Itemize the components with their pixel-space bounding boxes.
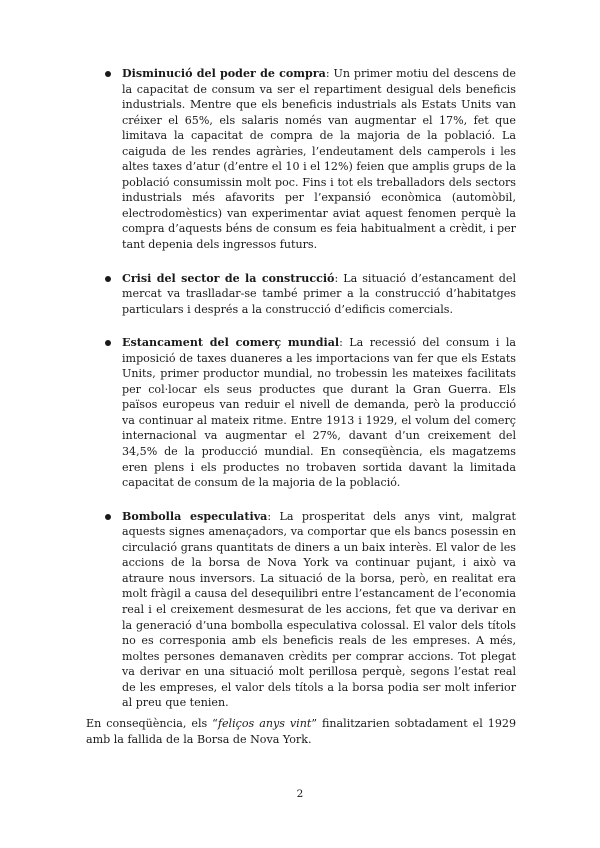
closing-text-after: ” finalitzarien sobtadament el 1929 amb la fallida de la Borsa de Nova York. — [86, 717, 517, 746]
bullet-dot-icon — [105, 514, 111, 520]
bullet-text: : La prosperitat dels anys vint, malgrat aquests signes amenaçadors, va comportar que els bancs posessin en circulació grans quantitats de diners a un baix interès. El valor de les accions de la borsa de Nova York va continuar pujant, i això va atraure nous inversors. La situació de la borsa, però, en realitat era molt fràgil a causa del desequilibri entre l’estancament de l’economia real i el creixement desmesurat de les accions, fet que va derivar en la generació d’una bombolla especulativa colossal. El valor dels títols no es corresponia amb els beneficis reals de les empreses. A més, moltes persones demanaven crèdits per comprar accions. Tot plegat va derivar en una situació molt perillosa perquè, segons l’estat real de les empreses, el valor dels títols a la borsa podia ser molt inferior al preu que tenien. — [122, 509, 516, 710]
bullet-text: : Un primer motiu del descens de la capacitat de consum va ser el repartiment desigual dels beneficis industrials. Mentre que els beneficis industrials als Estats Units van créixer el 65%, els salaris només van augmentar el 17%, fet que limitava la capacitat de compra de la majoria de la població. La caiguda de les rendes agràries, l’endeutament dels camperols i les altes taxes d’atur (d’entre el 10 i el 12%) feien que amplis grups de la població consumissin molt poc. Fins i tot els treballadors dels sectors industrials més afavorits per l’expansió econòmica (automòbil, electrodomèstics) van experimentar aviat aquest fenomen perquè la compra d’aquests béns de consum es feia habitualment a crèdit, i per tant depenia dels ingressos futurs. — [122, 67, 516, 252]
bullet-title: Bombolla especulativa — [122, 509, 268, 523]
bullet-text: : La recessió del consum i la imposició de taxes duaneres a les importacions van fer que els Estats Units, primer productor mundial, no trobessin les mateixes facilitats per col·locar els seus productes que durant la Gran Guerra. Els països europeus van reduir el nivell de demanda, però la producció va continuar al mateix ritme. Entre 1913 i 1929, el volum del comerç internacional va augmentar el 27%, davant d’un creixement del 34,5% de la producció mundial. En conseqüència, els magatzems eren plens i els productes no trobaven sortida davant la limitada capacitat de consum de la majoria de la població. — [122, 336, 516, 490]
bullet-item-speculative-bubble — [100, 509, 516, 711]
bullet-item-purchasing-power — [100, 66, 516, 253]
closing-paragraph — [86, 716, 516, 747]
bullet-title: Disminució del poder de compra — [122, 67, 326, 80]
closing-text-before: En conseqüència, els “ — [86, 717, 218, 731]
bullet-item-world-trade — [100, 335, 516, 490]
page-number: 2 — [296, 788, 304, 800]
bullet-title: Crisi del sector de la construcció — [122, 271, 335, 285]
bullet-dot-icon — [105, 71, 111, 77]
bullet-title: Estancament del comerç mundial — [122, 336, 340, 350]
bullet-text: : La situació d’estancament del mercat va traslladar-se també primer a la construcció d’habitatges particulars i després a la construcció d’edificis comercials. — [122, 271, 516, 316]
bullet-dot-icon — [105, 276, 111, 282]
bullet-list — [100, 66, 516, 711]
bullet-dot-icon — [105, 340, 111, 346]
bullet-item-construction — [100, 271, 516, 318]
closing-italic-phrase: feliços anys vint — [217, 717, 312, 731]
